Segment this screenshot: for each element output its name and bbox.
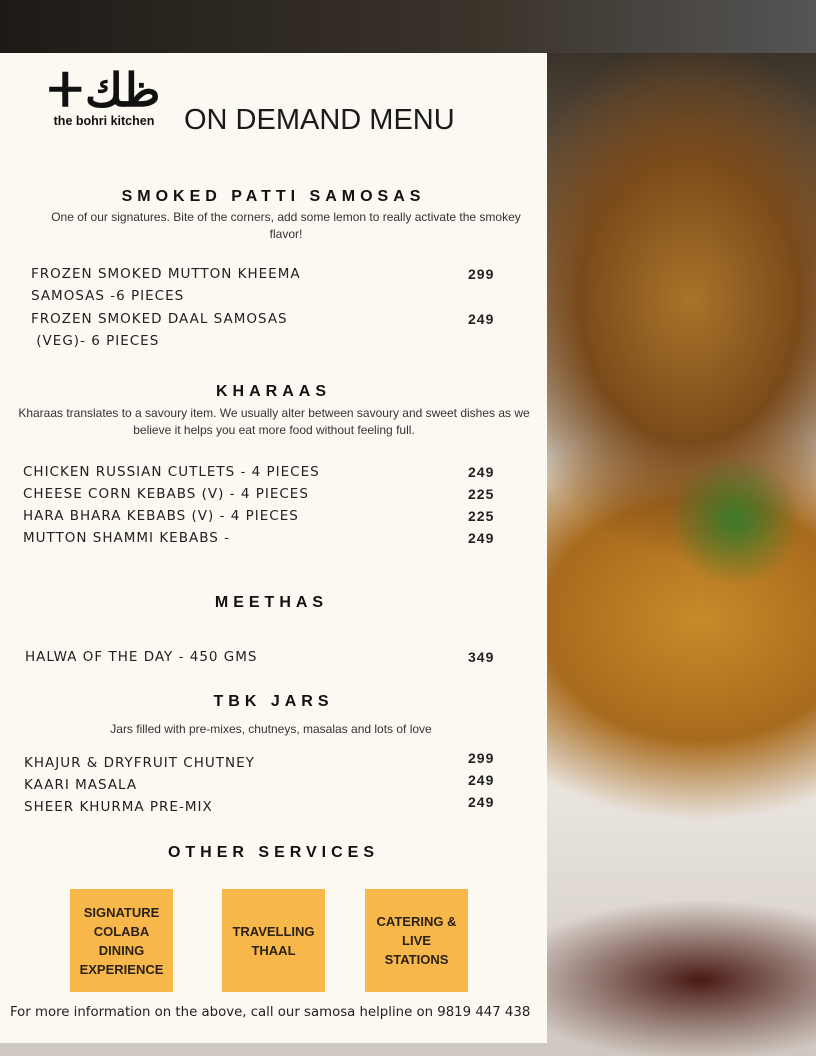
garnish-photo [660,440,810,600]
menu-item-name: FROZEN SMOKED MUTTON KHEEMA [31,266,301,282]
menu-item-price: 349 [468,649,495,665]
service-box-travelling-thaal: TRAVELLING THAAL [222,889,325,992]
menu-item-price: 225 [468,486,495,502]
service-box-colaba-dining: SIGNATURE COLABA DINING EXPERIENCE [70,889,173,992]
section-desc-jars: Jars filled with pre-mixes, chutneys, masalas and lots of love [110,722,432,736]
menu-item-price: 249 [468,794,495,810]
menu-item-name: KAARI MASALA [24,777,138,793]
logo [44,64,164,128]
menu-item-name: FROZEN SMOKED DAAL SAMOSAS [31,311,288,327]
page-title: ON DEMAND MENU [184,104,455,136]
menu-item-price: 249 [468,311,495,327]
service-box-catering: CATERING & LIVE STATIONS [365,889,468,992]
menu-item-price: 225 [468,508,495,524]
menu-item-name: KHAJUR & DRYFRUIT CHUTNEY [24,755,255,771]
logo-tagline: the bohri kitchen [53,114,155,128]
section-title-kharaas: KHARAAS [216,383,331,400]
menu-item-price: 299 [468,266,495,282]
menu-item-name: MUTTON SHAMMI KEBABS - [23,530,230,546]
menu-item-price: 249 [468,772,495,788]
section-desc-kharaas: Kharaas translates to a savoury item. We usually alter between savoury and sweet dishes as we believe it helps you eat more food without feeling full. [18,406,530,437]
menu-item-name: SAMOSAS -6 PIECES [31,288,185,304]
section-title-jars: TBK JARS [213,693,334,710]
background-photo [0,0,816,53]
footer-helpline-text: For more information on the above, call our samosa helpline on 9819 447 438 [10,1005,531,1020]
menu-item-name: HARA BHARA KEBABS (V) - 4 PIECES [23,508,299,524]
menu-item-price: 249 [468,464,495,480]
menu-item-name: CHICKEN RUSSIAN CUTLETS - 4 PIECES [23,464,320,480]
menu-item-price: 249 [468,530,495,546]
menu-item-name: HALWA OF THE DAY - 450 GMS [25,649,258,665]
menu-item-name: (VEG)- 6 PIECES [31,333,160,349]
menu-item-name: CHEESE CORN KEBABS (V) - 4 PIECES [23,486,309,502]
section-title-services: OTHER SERVICES [167,844,380,861]
section-title-meethas: MEETHAS [214,594,329,611]
logo-mark: ⵜظك [47,63,161,117]
section-title-samosas: SMOKED PATTI SAMOSAS [121,188,426,205]
section-desc-samosas: One of our signatures. Bite of the corners, add some lemon to really activate the smokey flavor! [51,210,521,241]
menu-item-name: SHEER KHURMA PRE-MIX [24,799,213,815]
menu-item-price: 299 [468,750,495,766]
